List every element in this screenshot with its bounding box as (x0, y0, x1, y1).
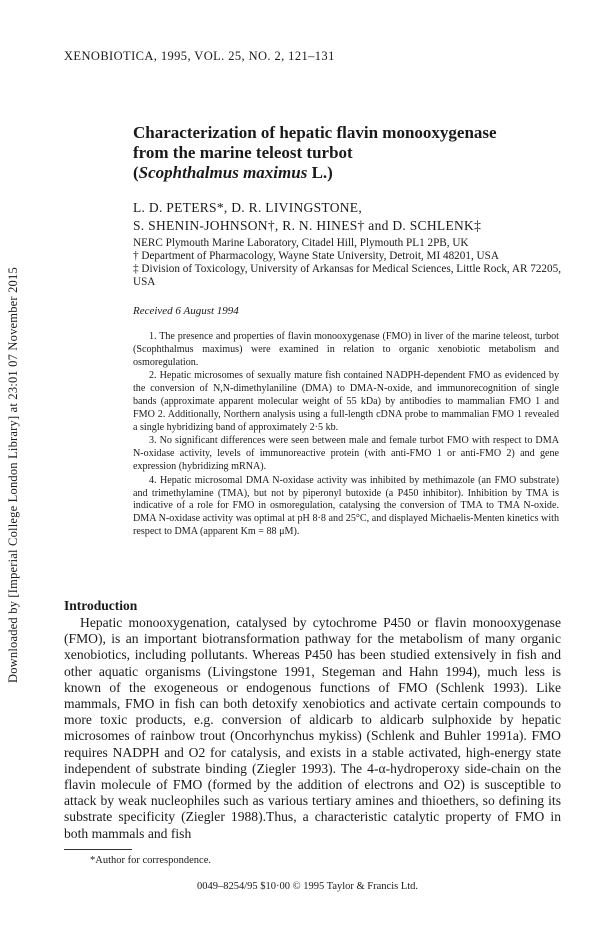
authors-line-2: S. SHENIN-JOHNSON†, R. N. HINES† and D. SCHLENK‡ (133, 218, 482, 233)
authors-line-1: L. D. PETERS*, D. R. LIVINGSTONE, (133, 200, 363, 215)
author-list (133, 199, 481, 235)
affiliation-plymouth: NERC Plymouth Marine Laboratory, Citadel Hill, Plymouth PL1 2PB, UK (133, 237, 469, 249)
affiliation-wayne-state: † Department of Pharmacology, Wayne State University, Detroit, MI 48201, USA (133, 250, 499, 262)
article-title (133, 123, 573, 183)
correspondence-footnote: *Author for correspondence. (90, 855, 211, 866)
introduction-body (64, 615, 561, 842)
title-line-1: Characterization of hepatic flavin monooxygenase (133, 123, 497, 142)
affiliation-arkansas: ‡ Division of Toxicology, University of Arkansas for Medical Sciences, Little Rock, AR 72205, USA (133, 263, 562, 288)
copyright-footer: 0049–8254/95 $10·00 © 1995 Taylor & Francis Ltd. (196, 881, 419, 892)
section-heading-introduction: Introduction (64, 598, 138, 613)
affiliations (133, 237, 563, 289)
abstract (133, 331, 559, 540)
running-head: XENOBIOTICA, 1995, VOL. 25, NO. 2, 121–131 (64, 49, 335, 63)
title-line-2: from the marine teleost turbot (133, 143, 353, 162)
intro-paragraph: Hepatic monooxygenation, catalysed by cytochrome P450 or flavin monooxygenase (FMO), is an important biotransformation pathway for the metabolism of many organic xenobiotics, including pollutants. Whereas P450 has been studied extensively in fish and other aquatic organisms (Livingstone 1991, Stegeman and Hahn 1994), much less is known of the exogeneous or endogenous functions of FMO (Schlenk 1993). Like mammals, FMO in fish can both detoxify xenobiotics and activate certain compounds to more toxic products, e.g. conversion of aldicarb to aldicarb sulphoxide by hepatic microsomes of rainbow trout (Oncorhynchus mykiss) (Schlenk and Buhler 1991a). FMO requires NADPH and O2 for catalysis, and exists in a stable activated, high-energy state independent of substrate binding (Ziegler 1993). The 4-α-hydroperoxy side-chain on the flavin molecule of FMO (formed by the addition of electrons and O2) is susceptible to attack by weak nucleophiles such as various tertiary amines and thioethers, so defining its substrate specificity (Ziegler 1988).Thus, a characteristic catalytic property of FMO in both mammals and fish (64, 615, 561, 841)
abstract-point-1: 1. The presence and properties of flavin monooxygenase (FMO) in liver of the marine teleost, turbot (Scophthalmus maximus) were examined in relation to organic xenobiotic metabolism and osmoregulation. (133, 331, 559, 368)
title-line-3-close: L.) (307, 163, 333, 182)
footnote-divider (64, 849, 132, 850)
abstract-point-4: 4. Hepatic microsomal DMA N-oxidase activity was inhibited by methimazole (an FMO substrate) and trimethylamine (TMA), but not by piperonyl butoxide (a P450 inhibitor). Inhibition by TMA is indicative of a role for FMO in osmoregulation, catalysing the conversion of TMA to TMA N-oxide. DMA N-oxidase activity was optimal at pH 8·8 and 25°C, and displayed Michaelis-Menten kinetics with respect to DMA (apparent Km = 88 μM). (133, 474, 559, 537)
abstract-point-2: 2. Hepatic microsomes of sexually mature fish contained NADPH-dependent FMO as evidenced by the conversion of N,N-dimethylaniline (DMA) to DMA-N-oxide, and immunorecognition of single bands (approximate apparent molecular weight of 55 kDa) by antibodies to mammalian FMO 1 and FMO 2. Additionally, Northern analysis using a full-length cDNA probe to mammalian FMO 1 revealed a single hybridizing band of approximately 2·5 kb. (133, 370, 559, 433)
abstract-point-3: 3. No significant differences were seen between male and female turbot FMO with respect to DMA N-oxidase activity, levels of immunoreactive protein (with anti-FMO 1 or anti-FMO 2) and gene expression (hybridizing mRNA). (133, 435, 559, 472)
received-date: Received 6 August 1994 (133, 305, 239, 317)
download-watermark: Downloaded by [Imperial College London Library] at 23:01 07 November 2015 (6, 267, 20, 683)
species-name: Scophthalmus maximus (138, 163, 308, 182)
title-line-3-open: ( (133, 163, 139, 182)
